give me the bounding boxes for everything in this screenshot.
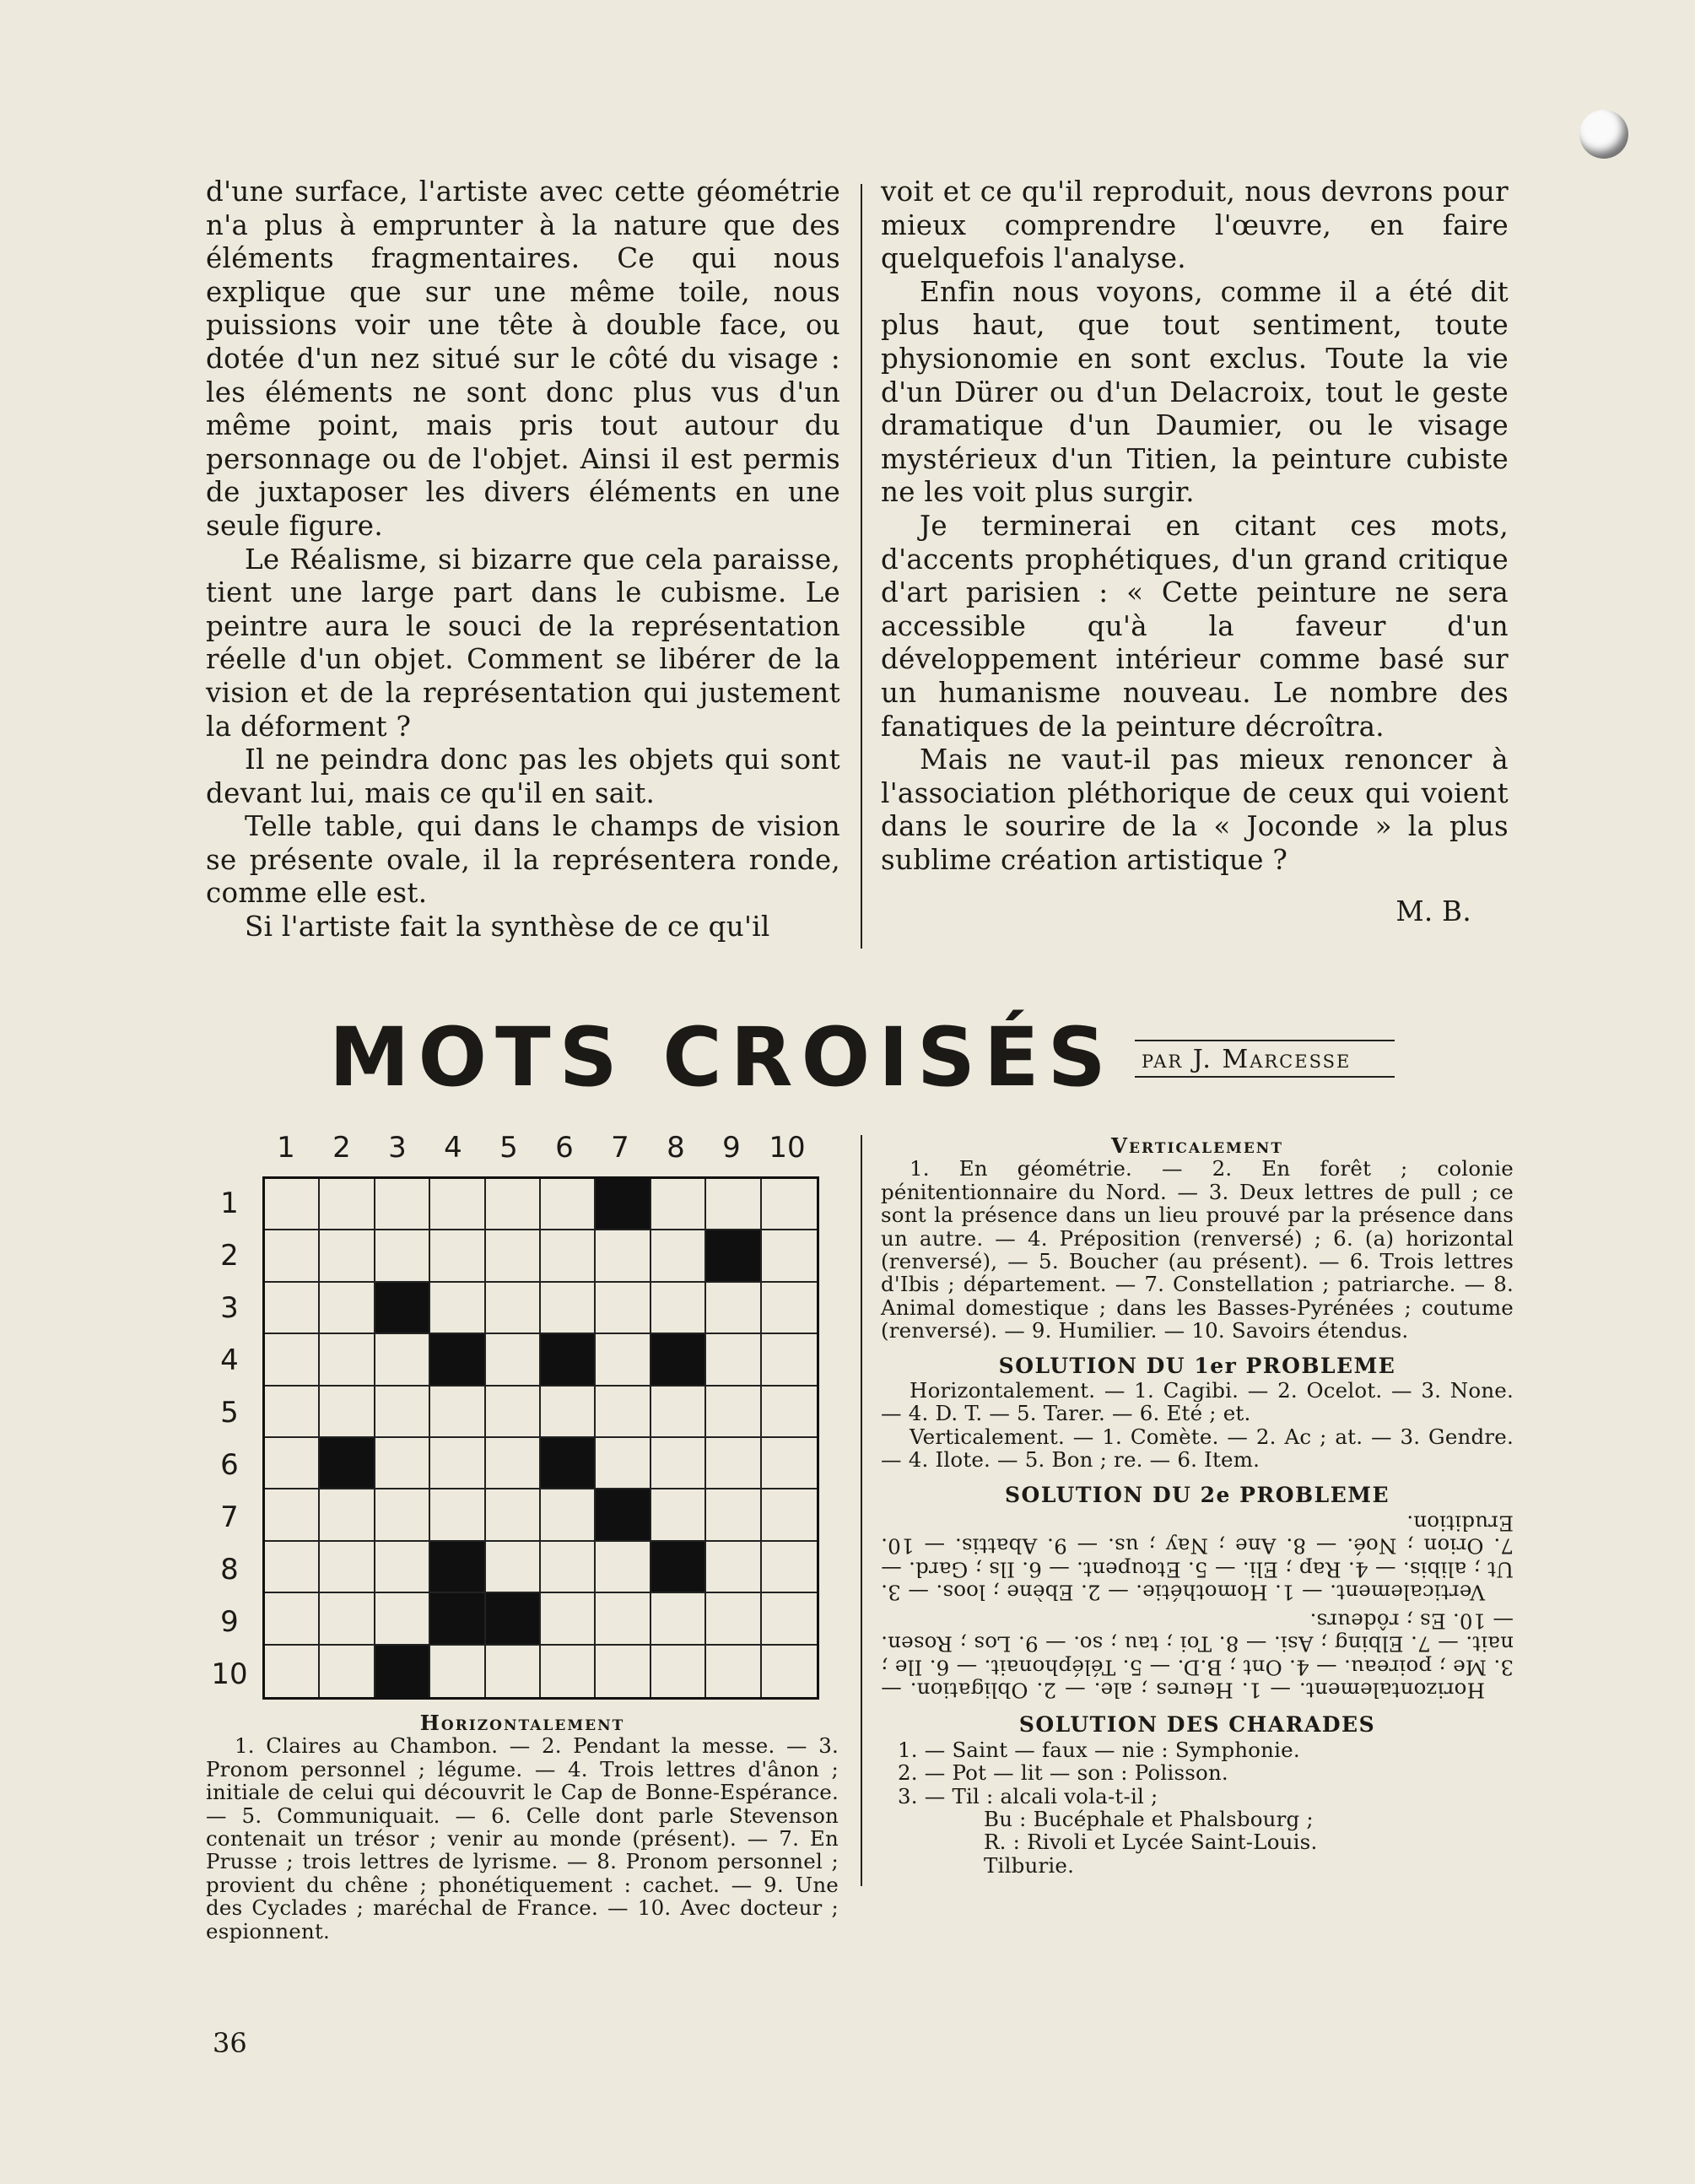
grid-cell [320,1179,375,1230]
grid-cell [375,1438,430,1489]
grid-cell [320,1489,375,1541]
grid-cell [706,1438,761,1489]
grid-cell [706,1646,761,1697]
page-number: 36 [213,2027,247,2059]
grid-cell [265,1646,320,1697]
crossword-byline: par J. Marcesse [1135,1040,1395,1078]
column-divider [861,184,862,949]
grid-cell [265,1489,320,1541]
grid-cell [651,1646,706,1697]
grid-cell [706,1593,761,1645]
grid-cell [762,1283,817,1334]
grid-row-number: 8 [220,1553,239,1587]
charade-line: Tilburie. [984,1852,1075,1878]
grid-cell [375,1230,430,1282]
grid-cell [762,1489,817,1541]
grid-cell [706,1387,761,1438]
grid-cell [320,1542,375,1593]
article-paragraph: Enfin nous voyons, comme il a été dit plus haut, que tout sentiment, toute physionomie en sont exclus. Toute la vie d'un Dürer ou d'un Delacroix, tout le geste dramatique d'un Daumier, ou le visage mystérieux d'un Titien, la peinture cubiste ne les voit plus surgir. [881,275,1509,509]
grid-cell [265,1230,320,1282]
grid-cell-black [375,1283,430,1334]
grid-cell [486,1489,541,1541]
grid-cell-black [430,1542,485,1593]
grid-column-number: 6 [555,1131,574,1165]
grid-cell [486,1387,541,1438]
grid-column-number: 7 [611,1131,629,1165]
grid-cell [486,1542,541,1593]
grid-cell [541,1387,596,1438]
solution-1-vertical: Verticalement. — 1. Comète. — 2. Ac ; at. — 3. Gendre. — 4. Ilote. — 5. Bon ; re. — 6. Item. [881,1424,1514,1473]
grid-cell [706,1334,761,1386]
grid-cell [265,1438,320,1489]
grid-cell [596,1593,650,1645]
grid-cell [430,1646,485,1697]
grid-cell [320,1593,375,1645]
grid-row-number: 7 [220,1500,239,1534]
punch-hole [1579,110,1628,159]
grid-cell [651,1283,706,1334]
horizontal-clues [206,1711,839,1943]
solution-1-horizontal: Horizontalement. — 1. Cagibi. — 2. Ocelot. — 3. None. — 4. D. T. — 5. Tarer. — 6. Eté ; et. [881,1378,1514,1426]
grid-cell [430,1283,485,1334]
grid-column-number: 8 [667,1131,685,1165]
grid-cell [430,1179,485,1230]
article-column-right [881,176,1509,929]
grid-cell-black [596,1489,650,1541]
grid-column-number: 9 [722,1131,741,1165]
vertical-clues-text: 1. En géométrie. — 2. En forêt ; colonie pénitentionnaire du Nord. — 3. Deux lettres de pull ; ce sont la présence dans un lieu prouvé par la présence dans un autre. — 4. Préposition (renversé) ; 6. (a) horizontal (renversé), — 5. Boucher (au présent). — 6. Trois lettres d'Ibis ; département. — 7. Constellation ; patriarche. — 8. Animal domestique ; dans les Basses-Pyrénées ; coutume (renversé). — 9. Humilier. — 10. Savoirs étendus. [881,1156,1514,1343]
grid-cell [265,1542,320,1593]
grid-cell [375,1542,430,1593]
grid-cell [375,1334,430,1386]
grid-cell [762,1542,817,1593]
charade-line: R. : Rivoli et Lycée Saint-Louis. [984,1830,1318,1855]
article-column-left [206,176,840,944]
grid-cell [762,1334,817,1386]
grid-cell [375,1387,430,1438]
grid-cell [541,1283,596,1334]
grid-cell [430,1489,485,1541]
grid-cell [651,1179,706,1230]
grid-cell [375,1179,430,1230]
grid-cell-black [486,1593,541,1645]
solution-2-heading: SOLUTION DU 2e PROBLEME [1004,1482,1390,1507]
grid-cell [430,1230,485,1282]
grid-cell [596,1230,650,1282]
column-divider [861,1135,862,1886]
article-paragraph: Je terminerai en citant ces mots, d'accents prophétiques, d'un grand critique d'art parisien : « Cette peinture ne sera accessible qu'à la faveur d'un développement intérieur comme basé sur un humanisme nouveau. Le nombre des fanatiques de la peinture décroîtra. [881,509,1509,743]
grid-row-number: 2 [220,1239,239,1273]
solution-2-horizontal-inverted: Horizontalement. — 1. Heures ; ale. — 2. Obligation. — 3. Me ; poireau. — 4. Ont ; B.D. — 5. Téléphonait. — 6. Ile ; nait. — 7. Elbing ; Asi. — 8. Toi ; tau ; so. — 9. Los ; Rosen. — 10. Es ; rôdeurs. [881,1608,1514,1703]
grid-cell [430,1438,485,1489]
article-paragraph: Mais ne vaut-il pas mieux renoncer à l'association pléthorique de ceux qui voient dans le sourire de la « Joconde » la plus sublime création artistique ? [881,743,1509,876]
grid-row-number: 10 [211,1657,248,1691]
grid-cell [265,1593,320,1645]
grid-cell [320,1230,375,1282]
grid-cell [486,1179,541,1230]
grid-cell [541,1646,596,1697]
grid-cell [486,1646,541,1697]
grid-cell [320,1334,375,1386]
grid-cell [762,1646,817,1697]
grid-cell [541,1542,596,1593]
article-paragraph: d'une surface, l'artiste avec cette géométrie n'a plus à emprunter à la nature que des éléments fragmentaires. Ce qui nous explique que sur une même toile, nous puissions voir une tête à double face, ou dotée d'un nez situé sur le côté du visage : les éléments ne sont donc plus vus d'un même point, mais pris tout autour du personnage ou de l'objet. Ainsi il est permis de juxtaposer les divers éléments en une seule figure. [206,176,840,542]
grid-cell [596,1387,650,1438]
grid-cell [320,1387,375,1438]
grid-cell-black [651,1542,706,1593]
grid-cell-black [430,1334,485,1386]
grid-cell [541,1593,596,1645]
grid-cell [486,1230,541,1282]
grid-cell [651,1387,706,1438]
article-paragraph: Le Réalisme, si bizarre que cela paraisse, tient une large part dans le cubisme. Le peintre aura le souci de la représentation réelle d'un objet. Comment se libérer de la vision et de la représentation qui justement la déforment ? [206,543,840,743]
grid-cell [706,1542,761,1593]
grid-column-number: 2 [332,1131,351,1165]
grid-cell [320,1283,375,1334]
horizontal-clues-heading: Horizontalement [419,1711,625,1735]
grid-cell [486,1334,541,1386]
grid-cell [651,1489,706,1541]
grid-column-number: 3 [388,1131,407,1165]
grid-column-number: 4 [444,1131,462,1165]
grid-cell [596,1542,650,1593]
grid-cell [762,1230,817,1282]
grid-cell [762,1387,817,1438]
grid-cell [430,1387,485,1438]
grid-cell-black [320,1438,375,1489]
grid-cell-black [596,1179,650,1230]
charade-line: 2. — Pot — lit — son : Polisson. [898,1760,1228,1786]
charades-solution [881,1738,1514,1877]
grid-cell [486,1283,541,1334]
grid-row-number: 5 [220,1396,239,1430]
charade-line: 1. — Saint — faux — nie : Symphonie. [898,1737,1300,1762]
grid-row-number: 4 [220,1343,239,1377]
grid-row-numbers [211,1178,248,1701]
article-paragraph: Telle table, qui dans le champs de vision se présente ovale, il la représentera ronde, comme elle est. [206,810,840,910]
grid-cell [265,1387,320,1438]
grid-cell [762,1179,817,1230]
grid-cell [651,1593,706,1645]
grid-cell [651,1230,706,1282]
article-paragraph: Si l'artiste fait la synthèse de ce qu'il [245,911,770,943]
grid-cell-black [541,1438,596,1489]
grid-cell [486,1438,541,1489]
solution-1-heading: SOLUTION DU 1er PROBLEME [998,1353,1396,1378]
grid-cell [375,1593,430,1645]
horizontal-clues-text: 1. Claires au Chambon. — 2. Pendant la messe. — 3. Pronom personnel ; légume. — 4. Trois lettres d'ânon ; initiale de celui qui découvrit le Cap de Bonne-Espérance. — 5. Communiquait. — 6. Celle dont parle Stevenson contenait un trésor ; venir au monde (présent). — 7. En Prusse ; trois lettres de lyrisme. — 8. Pronom personnel ; provient du chêne ; phonétiquement : cachet. — 9. Une des Cyclades ; maréchal de France. — 10. Avec docteur ; espionnent. [206,1733,839,1943]
crossword-grid [262,1176,819,1700]
grid-cell-black [430,1593,485,1645]
charade-line: Bu : Bucéphale et Phalsbourg ; [984,1806,1314,1831]
charade-line: 3. — Til : alcali vola-t-il ; [898,1783,1158,1808]
grid-cell [541,1489,596,1541]
grid-cell-black [706,1230,761,1282]
solution-2-vertical-inverted: Verticalement. — 1. Homothétie. — 2. Ebène ; loos. — 3. Ut ; alibis. — 4. Rap ; Eli. — 5. Etoupent. — 6. Ils ; Gard. — 7. Orion ; Noé. — 8. Ane ; Nay ; us. — 9. Abattis. — 10. Erudition. [881,1511,1514,1605]
grid-cell [375,1489,430,1541]
grid-column-number: 10 [769,1131,806,1165]
grid-cell [596,1283,650,1334]
vertical-clues-and-solutions [881,1134,1514,1877]
grid-cell [265,1334,320,1386]
grid-row-number: 1 [220,1187,239,1220]
grid-cell [706,1489,761,1541]
grid-cell [265,1179,320,1230]
grid-cell-black [651,1334,706,1386]
grid-cell-black [541,1334,596,1386]
grid-cell [596,1438,650,1489]
grid-cell [762,1593,817,1645]
grid-cell-black [375,1646,430,1697]
grid-cell [651,1438,706,1489]
grid-row-number: 9 [220,1605,239,1639]
grid-column-number: 1 [277,1131,295,1165]
grid-column-numbers [258,1131,815,1173]
article-paragraph: Il ne peindra donc pas les objets qui sont devant lui, mais ce qu'il en sait. [206,743,840,809]
crossword-title: MOTS CROISÉS [329,1010,1115,1105]
grid-row-number: 6 [220,1448,239,1482]
grid-cell [596,1334,650,1386]
article-signature: M. B. [1395,895,1471,928]
grid-cell [596,1646,650,1697]
grid-cell [541,1179,596,1230]
charades-heading: SOLUTION DES CHARADES [1018,1712,1376,1738]
grid-cell [706,1283,761,1334]
vertical-clues-heading: Verticalement [1111,1133,1283,1158]
grid-cell [265,1283,320,1334]
grid-cell [320,1646,375,1697]
grid-cell [762,1438,817,1489]
grid-row-number: 3 [220,1291,239,1325]
article-paragraph: voit et ce qu'il reproduit, nous devrons pour mieux comprendre l'œuvre, en faire quelquefois l'analyse. [881,176,1509,275]
grid-column-number: 5 [499,1131,518,1165]
grid-cell [706,1179,761,1230]
grid-cell [541,1230,596,1282]
